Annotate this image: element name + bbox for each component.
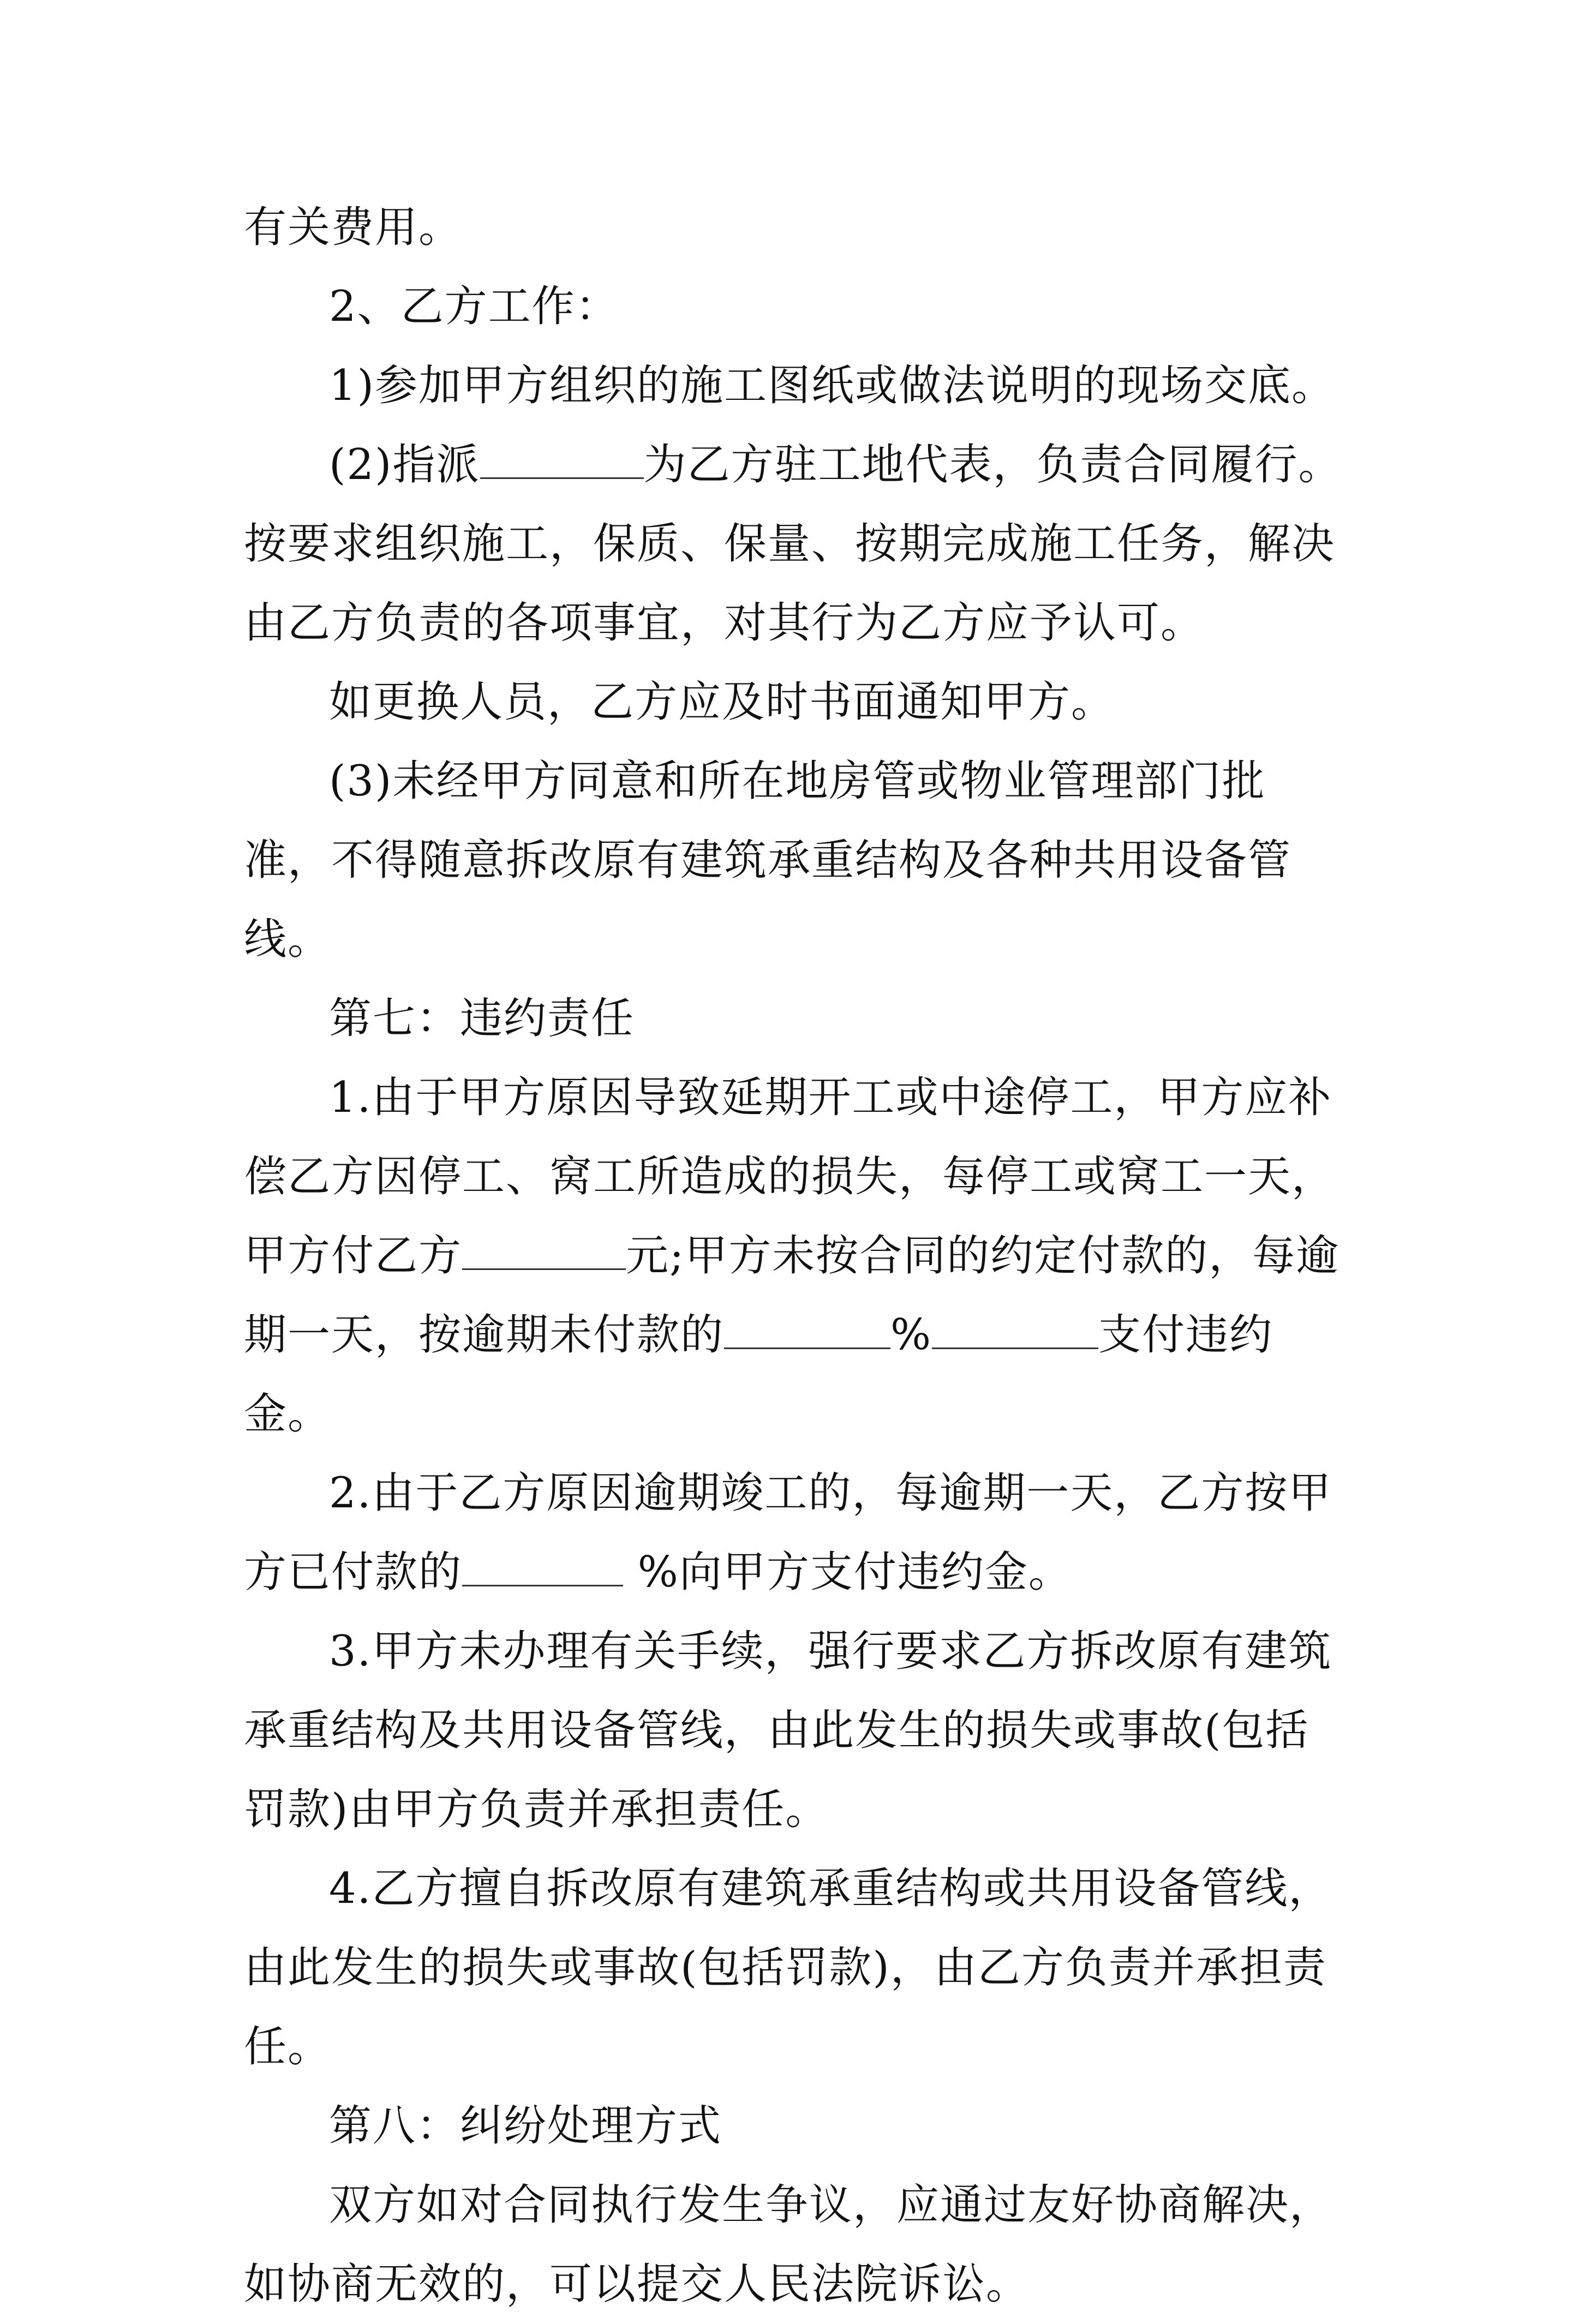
clause-dispute-resolution: 双方如对合同执行发生争议，应通过友好协商解决，如协商无效的，可以提交人民法院诉讼。: [244, 2181, 1333, 2309]
clause-text: %向甲方支付违约金。: [623, 1548, 1072, 1597]
penalty-rate-blank-2[interactable]: [932, 1309, 1098, 1349]
clause-replace-personnel: 如更换人员，乙方应及时书面通知甲方。: [329, 678, 1115, 727]
clause-text: 支付违约金。: [244, 1310, 1273, 1439]
section-party-b-work: 2、乙方工作：: [329, 282, 619, 331]
penalty-rate-blank[interactable]: [724, 1309, 890, 1349]
clause-text: 元;甲方未按合同的约定付款的，每逾期一天，按逾期未付款的: [244, 1231, 1340, 1359]
section-heading-breach: 第七：违约责任: [329, 994, 635, 1043]
clause-party-b-liability: 4.乙方擅自拆改原有建筑承重结构或共用设备管线，由此发生的损失或事故(包括罚款)，由乙方负责并承担责任。: [244, 1864, 1332, 2071]
representative-name-blank[interactable]: [480, 439, 644, 479]
document-body: [244, 188, 1346, 2324]
paragraph-fee-continued: 有关费用。: [244, 203, 463, 252]
late-penalty-rate-blank[interactable]: [462, 1547, 623, 1586]
clause-text: %: [890, 1310, 932, 1359]
clause-party-b-delay: [244, 1454, 1346, 1612]
clause-text: 2.由于乙方原因逾期竣工的，每逾期一天，乙方按甲方已付款的: [244, 1469, 1332, 1597]
clause-party-a-delay: [244, 1058, 1346, 1454]
compensation-amount-blank[interactable]: [462, 1230, 626, 1270]
clause-text: 为乙方驻工地代表，负责合同履行。按要求组织施工，保质、保量、按期完成施工任务，解决由乙方负责的各项事宜，对其行为乙方应予认可。: [244, 440, 1342, 648]
clause-party-a-liability: 3.甲方未办理有关手续，强行要求乙方拆改原有建筑承重结构及共用设备管线，由此发生的损失或事故(包括罚款)由甲方负责并承担责任。: [244, 1627, 1332, 1834]
clause-text: (2)指派: [329, 440, 480, 489]
clause-text: 1.由于甲方原因导致延期开工或中途停工，甲方应补偿乙方因停工、窝工所造成的损失，每停工或窝工一天，甲方付乙方: [244, 1073, 1336, 1280]
section-heading-dispute: 第八：纠纷处理方式: [329, 2101, 722, 2151]
clause-join-briefing: 1)参加甲方组织的施工图纸或做法说明的现场交底。: [329, 361, 1336, 410]
clause-appoint-representative: [244, 426, 1346, 663]
clause-no-structural-change: (3)未经甲方同意和所在地房管或物业管理部门批准，不得随意拆改原有建筑承重结构及各种共用设备管线。: [244, 757, 1292, 964]
